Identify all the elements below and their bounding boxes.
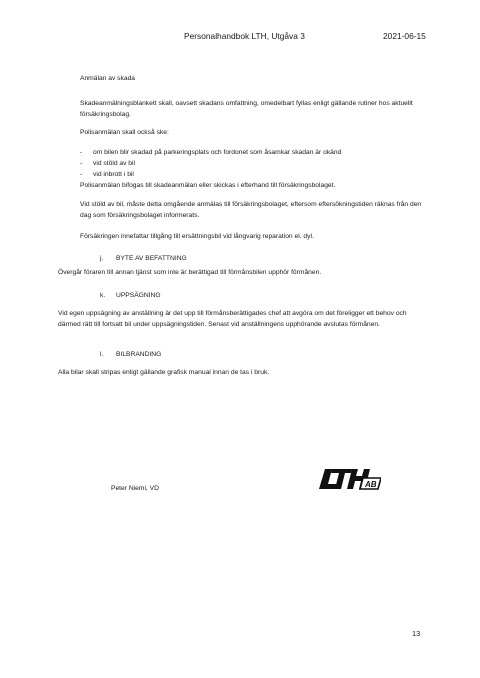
section-text-l: Alla bilar skall stripas enligt gällande grafisk manual innan de tas i bruk. (58, 369, 270, 376)
paragraph-claim-form: Skadeanmälningsblankett skall, oavsett skadans omfattning, omedelbart fyllas enligt gällande rutiner hos aktuellt försäkringsbolag. (80, 100, 413, 118)
bullet-text: vid inbrott i bil (93, 171, 134, 178)
bullet-marker: - (80, 160, 83, 167)
header-date: 2021-06-15 (383, 31, 426, 41)
header-title: Personalhandbok LTH, Utgåva 3 (184, 31, 305, 41)
page-number: 13 (412, 629, 421, 638)
svg-text:AB: AB (365, 480, 377, 489)
section-letter: k. (100, 292, 106, 299)
section-title: BYTE AV BEFATTNING (116, 255, 187, 262)
section-title: UPPSÄGNING (116, 292, 161, 299)
section-text-k: Vid egen uppsägning av anställning är det upp till förmånsberättigades chef att avgöra om det föreligger ett behov och därmed rätt till fortsatt bil under uppsägningstiden. Senast vid anställningens upphörande avslutas förmånen. (58, 310, 407, 328)
section-heading: Anmälan av skada (80, 75, 136, 82)
bullet-marker: - (80, 149, 83, 156)
signature: Peter Niemi, VD (111, 485, 159, 492)
paragraph-replacement-car: Försäkringen innefattar tillgång till ersättningsbil vid långvarig reparation el. dyl. (80, 233, 314, 240)
bullet-text: om bilen blir skadad på parkeringsplats och fordonet som åsamkar skadan är okänd (93, 149, 342, 156)
bullet-marker: - (80, 171, 83, 178)
section-title: BILBRANDING (116, 351, 162, 358)
paragraph-theft: Vid stöld av bil, måste detta omgående anmälas till försäkringsbolaget, eftersom eftersökningstiden räknas från den dag som försäkringsbolaget informerats. (80, 201, 422, 219)
bullet-text: vid stöld av bil (93, 160, 136, 167)
section-letter: l. (100, 351, 104, 358)
paragraph-attach-report: Polisanmälan bifogas till skadeanmälan eller skickas i efterhand till försäkringsbolaget. (80, 182, 336, 189)
company-logo (319, 468, 381, 490)
section-text-j: Övergår föraren till annan tjänst som inte är berättigad till förmånsbilen upphör förmånen. (58, 269, 322, 276)
section-letter: j. (100, 255, 104, 262)
paragraph-police-report: Polisanmälan skall också ske: (80, 129, 169, 136)
